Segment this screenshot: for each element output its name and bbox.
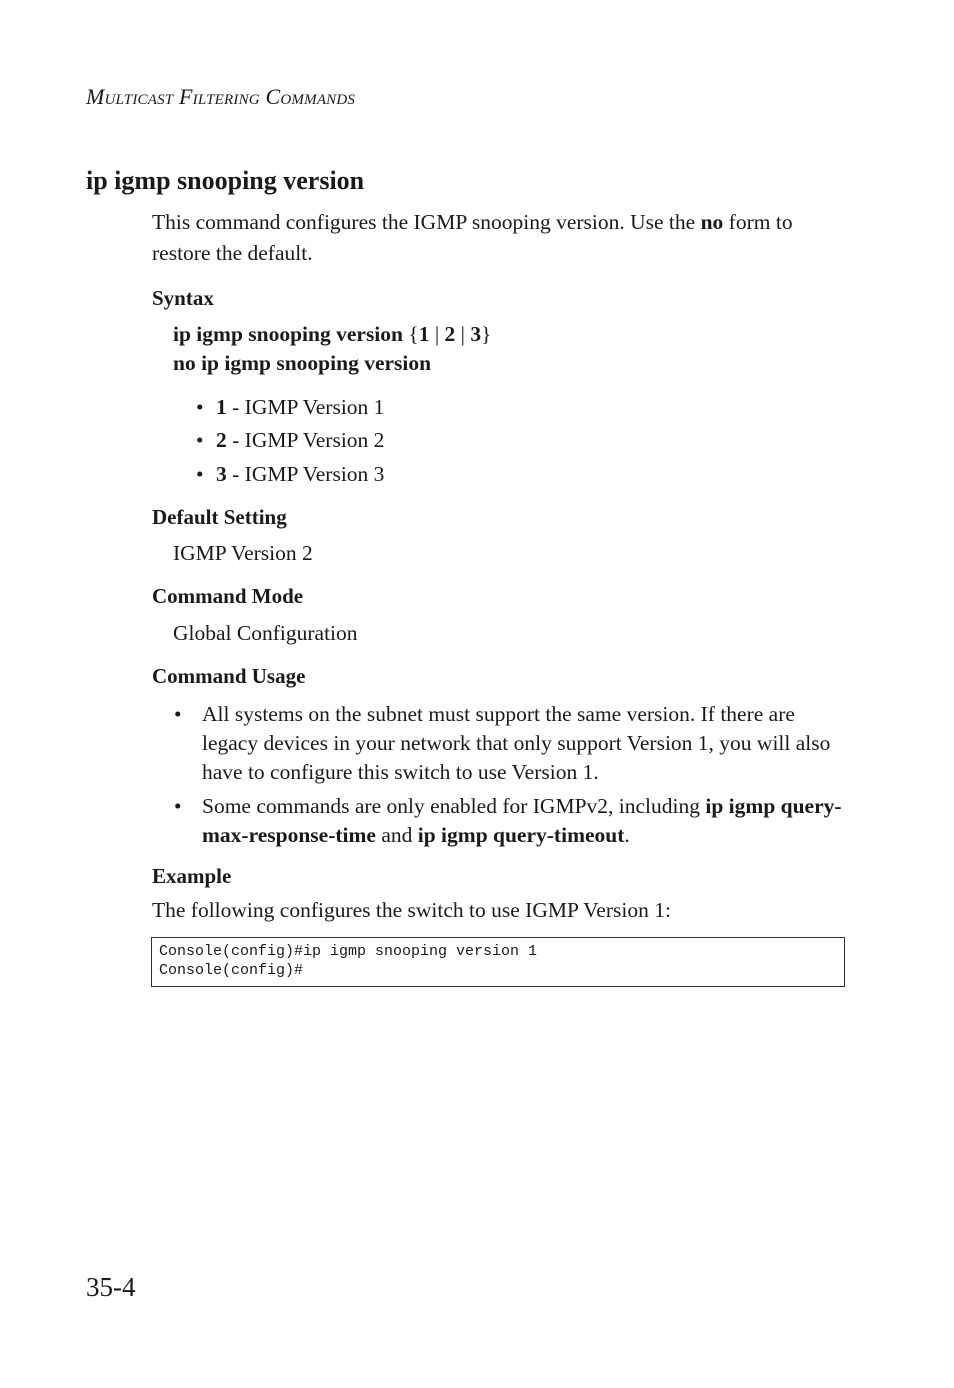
default-setting-heading: Default Setting: [152, 505, 287, 529]
command-description: [152, 207, 852, 269]
syntax-separator-2: |: [455, 322, 471, 346]
syntax-brace-close: }: [481, 322, 492, 346]
example-heading: Example: [152, 864, 232, 888]
example-intro: The following configures the switch to use IGMP Version 1:: [152, 898, 671, 922]
syntax-option-item: [196, 462, 384, 487]
bullet-icon: •: [196, 462, 204, 486]
usage-command-query-timeout: ip igmp query-timeout: [417, 823, 625, 847]
syntax-option-item: [196, 395, 384, 420]
option-description: - IGMP Version 1: [226, 395, 385, 419]
code-line: Console(config)#: [159, 962, 304, 979]
option-value: 2: [216, 428, 227, 452]
code-example-box: [151, 937, 845, 987]
usage-text-after: .: [624, 823, 630, 847]
syntax-separator-1: |: [429, 322, 445, 346]
command-mode-heading: Command Mode: [152, 584, 304, 608]
description-keyword-no: no: [700, 210, 724, 234]
syntax-value-1: 1: [418, 322, 430, 346]
syntax-heading: Syntax: [152, 286, 214, 310]
option-value: 1: [216, 395, 227, 419]
page-number: 35-4: [86, 1272, 136, 1302]
syntax-value-3: 3: [470, 322, 482, 346]
bullet-icon: •: [196, 395, 204, 419]
bullet-icon: •: [174, 702, 182, 726]
usage-text: [202, 792, 854, 850]
syntax-command: ip igmp snooping version: [173, 322, 403, 346]
usage-item: [174, 792, 854, 850]
syntax-brace-open: {: [403, 322, 419, 346]
code-line: Console(config)#ip igmp snooping version 1: [159, 943, 538, 960]
syntax-line-1: [173, 322, 491, 347]
description-text-after: form to restore the default.: [152, 210, 793, 265]
option-description: - IGMP Version 2: [226, 428, 385, 452]
default-setting-value: IGMP Version 2: [173, 541, 313, 565]
usage-command-query-max-response-time: ip igmp query-max-response-time: [202, 794, 842, 847]
syntax-option-item: [196, 428, 384, 453]
command-mode-value: Global Configuration: [173, 621, 358, 645]
command-usage-heading: Command Usage: [152, 664, 306, 688]
usage-item: [174, 700, 854, 787]
usage-text-before: Some commands are only enabled for IGMPv2, including: [202, 794, 706, 818]
option-description: - IGMP Version 3: [226, 462, 385, 486]
syntax-value-2: 2: [444, 322, 456, 346]
command-title: ip igmp snooping version: [86, 166, 365, 195]
usage-text: All systems on the subnet must support the same version. If there are legacy devices in your network that only support Version 1, you will also have to configure this switch to use Version 1.: [202, 702, 831, 784]
usage-text-mid: and: [375, 823, 418, 847]
bullet-icon: •: [196, 428, 204, 452]
description-text-before: This command configures the IGMP snooping version. Use the: [152, 210, 701, 234]
option-value: 3: [216, 462, 227, 486]
syntax-line-2: no ip igmp snooping version: [173, 351, 432, 375]
running-header: Multicast Filtering Commands: [86, 84, 356, 109]
bullet-icon: •: [174, 794, 182, 818]
